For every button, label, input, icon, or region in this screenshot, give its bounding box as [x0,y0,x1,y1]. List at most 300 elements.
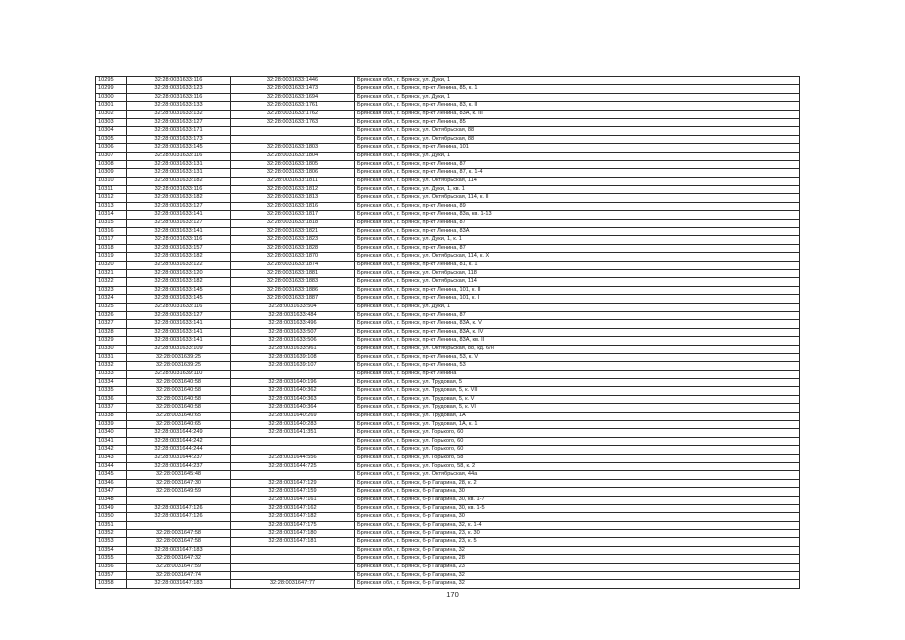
table-row [96,202,800,210]
building-cadastral-number-cell: 32:28:0031633:1883 [231,278,355,286]
row-number-cell: 10305 [96,135,127,143]
address-cell: Брянская обл., г. Брянск, ул. Октябрьская, 114 [355,278,800,286]
row-number-cell: 10349 [96,504,127,512]
land-cadastral-number-cell: 32:28:0031633:116 [127,152,231,160]
land-cadastral-number-cell: 32:28:0031647:183 [127,580,231,588]
land-cadastral-number-cell: 32:28:0031633:145 [127,295,231,303]
table-row [96,546,800,554]
address-cell: Брянская обл., г. Брянск, ул. Горького, 58 [355,454,800,462]
table-row [96,462,800,470]
row-number-cell: 10332 [96,362,127,370]
table-row [96,572,800,580]
row-number-cell: 10338 [96,412,127,420]
building-cadastral-number-cell: 32:28:0031647:162 [231,504,355,512]
building-cadastral-number-cell [231,135,355,143]
building-cadastral-number-cell: 32:28:0031647:175 [231,521,355,529]
row-number-cell: 10310 [96,177,127,185]
land-cadastral-number-cell: 32:28:0031633:116 [127,186,231,194]
address-cell: Брянская обл., г. Брянск, ул. Горького, 60 [355,437,800,445]
land-cadastral-number-cell: 32:28:0031647:183 [127,546,231,554]
land-cadastral-number-cell: 32:28:0031633:127 [127,202,231,210]
address-cell: Брянская обл., г. Брянск, б-р Гагарина, 32 [355,572,800,580]
land-cadastral-number-cell: 32:28:0031639:25 [127,353,231,361]
building-cadastral-number-cell: 32:28:0031633:1874 [231,261,355,269]
row-number-cell: 10314 [96,211,127,219]
row-number-cell: 10328 [96,328,127,336]
table-row [96,437,800,445]
land-cadastral-number-cell: 32:28:0031644:237 [127,454,231,462]
row-number-cell: 10299 [96,85,127,93]
address-cell: Брянская обл., г. Брянск, ул. Трудовая, 5 [355,379,800,387]
land-cadastral-number-cell: 32:28:0031647:74 [127,572,231,580]
building-cadastral-number-cell: 32:28:0031644:556 [231,454,355,462]
address-cell: Брянская обл., г. Брянск, ул. Трудовая, 5, к. V [355,395,800,403]
address-cell: Брянская обл., г. Брянск, б-р Гагарина, 32, к. 1-4 [355,521,800,529]
address-cell: Брянская обл., г. Брянск, пр-кт Ленина, 87 [355,219,800,227]
land-cadastral-number-cell: 32:28:0031633:141 [127,211,231,219]
building-cadastral-number-cell: 32:28:0031633:507 [231,328,355,336]
building-cadastral-number-cell: 32:28:0031644:725 [231,462,355,470]
address-cell: Брянская обл., г. Брянск, ул. Дуки, 1 [355,77,800,85]
land-cadastral-number-cell: 32:28:0031639:110 [127,370,231,378]
address-cell: Брянская обл., г. Брянск, ул. Горького, 58, к. 2 [355,462,800,470]
address-cell: Брянская обл., г. Брянск, пр-кт Ленина, 83а, кв. 1-13 [355,211,800,219]
row-number-cell: 10313 [96,202,127,210]
table-row [96,412,800,420]
address-cell: Брянская обл., г. Брянск, ул. Октябрьская, 114, к. X [355,253,800,261]
building-cadastral-number-cell [231,546,355,554]
row-number-cell: 10325 [96,303,127,311]
row-number-cell: 10302 [96,110,127,118]
address-cell: Брянская обл., г. Брянск, ул. Горького, 60 [355,446,800,454]
land-cadastral-number-cell: 32:28:0031640:65 [127,412,231,420]
building-cadastral-number-cell: 32:28:0031647:161 [231,496,355,504]
row-number-cell: 10308 [96,160,127,168]
address-cell: Брянская обл., г. Брянск, ул. Дуки, 1 [355,152,800,160]
table-row [96,563,800,571]
row-number-cell: 10317 [96,236,127,244]
row-number-cell: 10336 [96,395,127,403]
table-row [96,85,800,93]
row-number-cell: 10326 [96,311,127,319]
building-cadastral-number-cell: 32:28:0031647:129 [231,479,355,487]
building-cadastral-number-cell: 32:28:0031633:504 [231,303,355,311]
row-number-cell: 10329 [96,337,127,345]
building-cadastral-number-cell [231,370,355,378]
row-number-cell: 10301 [96,102,127,110]
building-cadastral-number-cell: 32:28:0031633:1887 [231,295,355,303]
address-cell: Брянская обл., г. Брянск, пр-кт Ленина, 83А, к. III [355,110,800,118]
land-cadastral-number-cell: 32:28:0031633:157 [127,244,231,252]
land-cadastral-number-cell: 32:28:0031647:58 [127,538,231,546]
row-number-cell: 10312 [96,194,127,202]
table-row [96,337,800,345]
building-cadastral-number-cell: 32:28:0031633:1886 [231,286,355,294]
address-cell: Брянская обл., г. Брянск, ул. Октябрьская, 88 [355,127,800,135]
building-cadastral-number-cell: 32:28:0031647:181 [231,538,355,546]
address-cell: Брянская обл., г. Брянск, б-р Гагарина, 28 [355,555,800,563]
row-number-cell: 10323 [96,286,127,294]
address-cell: Брянская обл., г. Брянск, пр-кт Ленина, 85, к. 1 [355,85,800,93]
row-number-cell: 10345 [96,471,127,479]
building-cadastral-number-cell [231,555,355,563]
row-number-cell: 10307 [96,152,127,160]
row-number-cell: 10320 [96,261,127,269]
address-cell: Брянская обл., г. Брянск, пр-кт Ленина, 53, к. V [355,353,800,361]
table-row [96,102,800,110]
building-cadastral-number-cell: 32:28:0031633:506 [231,337,355,345]
table-row [96,152,800,160]
table-row [96,555,800,563]
land-cadastral-number-cell: 32:28:0031633:145 [127,144,231,152]
building-cadastral-number-cell: 32:28:0031640:196 [231,379,355,387]
table-row [96,479,800,487]
address-cell: Брянская обл., г. Брянск, пр-кт Ленина, 87 [355,160,800,168]
land-cadastral-number-cell: 32:28:0031633:127 [127,118,231,126]
land-cadastral-number-cell: 32:28:0031647:58 [127,530,231,538]
land-cadastral-number-cell [127,496,231,504]
table-row [96,219,800,227]
land-cadastral-number-cell [127,521,231,529]
address-cell: Брянская обл., г. Брянск, б-р Гагарина, 30 [355,488,800,496]
address-cell: Брянская обл., г. Брянск, ул. Трудовая, 5, к. VI [355,404,800,412]
table-row [96,118,800,126]
address-cell: Брянская обл., г. Брянск, пр-кт Ленина, 87 [355,244,800,252]
address-cell: Брянская обл., г. Брянск, пр-кт Ленина, 89 [355,202,800,210]
address-cell: Брянская обл., г. Брянск, пр-кт Ленина, 87, к. 1-4 [355,169,800,177]
address-cell: Брянская обл., г. Брянск, б-р Гагарина, 30, кв. 1-7 [355,496,800,504]
land-cadastral-number-cell: 32:28:0031647:59 [127,563,231,571]
building-cadastral-number-cell: 32:28:0031633:1803 [231,144,355,152]
row-number-cell: 10318 [96,244,127,252]
row-number-cell: 10335 [96,387,127,395]
table-row [96,580,800,588]
row-number-cell: 10357 [96,572,127,580]
address-cell: Брянская обл., г. Брянск, ул. Трудовая, 1А [355,412,800,420]
land-cadastral-number-cell: 32:28:0031633:123 [127,85,231,93]
address-cell: Брянская обл., г. Брянск, пр-кт Ленина, 101, к. II [355,286,800,294]
address-cell: Брянская обл., г. Брянск, ул. Октябрьская, 114, к. II [355,194,800,202]
row-number-cell: 10331 [96,353,127,361]
address-cell: Брянская обл., г. Брянск, ул. Октябрьская, 88 [355,135,800,143]
land-cadastral-number-cell: 32:28:0031644:242 [127,437,231,445]
address-cell: Брянская обл., г. Брянск, ул. Октябрьская, 114 [355,177,800,185]
building-cadastral-number-cell: 32:28:0031647:159 [231,488,355,496]
table-row [96,387,800,395]
building-cadastral-number-cell: 32:28:0031633:496 [231,320,355,328]
address-cell: Брянская обл., г. Брянск, пр-кт Ленина, 83А [355,228,800,236]
building-cadastral-number-cell: 32:28:0031633:1818 [231,219,355,227]
building-cadastral-number-cell: 32:28:0031633:1694 [231,93,355,101]
land-cadastral-number-cell: 32:28:0031633:182 [127,278,231,286]
address-cell: Брянская обл., г. Брянск, ул. Дуки, 1 [355,303,800,311]
row-number-cell: 10316 [96,228,127,236]
row-number-cell: 10322 [96,278,127,286]
table-row [96,429,800,437]
row-number-cell: 10295 [96,77,127,85]
row-number-cell: 10309 [96,169,127,177]
building-cadastral-number-cell: 32:28:0031633:1473 [231,85,355,93]
land-cadastral-number-cell: 32:28:0031633:182 [127,253,231,261]
table-row [96,521,800,529]
address-cell: Брянская обл., г. Брянск, б-р Гагарина, 23, к. 5 [355,538,800,546]
row-number-cell: 10352 [96,530,127,538]
land-cadastral-number-cell: 32:28:0031633:127 [127,311,231,319]
table-row [96,504,800,512]
building-cadastral-number-cell: 32:28:0031633:961 [231,345,355,353]
land-cadastral-number-cell: 32:28:0031633:173 [127,135,231,143]
table-row [96,370,800,378]
page-number: 170 [446,590,459,599]
land-cadastral-number-cell: 32:28:0031644:249 [127,429,231,437]
table-row [96,311,800,319]
address-cell: Брянская обл., г. Брянск, б-р Гагарина, 30, кв. 1-5 [355,504,800,512]
land-cadastral-number-cell: 32:28:0031633:109 [127,345,231,353]
address-cell: Брянская обл., г. Брянск, пр-кт Ленина, 53 [355,362,800,370]
land-cadastral-number-cell: 32:28:0031633:182 [127,177,231,185]
address-cell: Брянская обл., г. Брянск, ул. Октябрьская, 44а [355,471,800,479]
land-cadastral-number-cell: 32:28:0031633:116 [127,236,231,244]
building-cadastral-number-cell: 32:28:0031633:1813 [231,194,355,202]
land-cadastral-number-cell: 32:28:0031633:133 [127,102,231,110]
land-cadastral-number-cell: 32:28:0031633:182 [127,194,231,202]
row-number-cell: 10350 [96,513,127,521]
building-cadastral-number-cell: 32:28:0031633:1812 [231,186,355,194]
address-cell: Брянская обл., г. Брянск, пр-кт Ленина, 81, к. 1 [355,261,800,269]
land-cadastral-number-cell: 32:28:0031640:58 [127,395,231,403]
land-cadastral-number-cell: 32:28:0031633:131 [127,169,231,177]
building-cadastral-number-cell [231,471,355,479]
land-cadastral-number-cell: 32:28:0031633:141 [127,337,231,345]
building-cadastral-number-cell: 32:28:0031633:1804 [231,152,355,160]
land-cadastral-number-cell: 32:28:0031633:131 [127,160,231,168]
row-number-cell: 10353 [96,538,127,546]
building-cadastral-number-cell: 32:28:0031639:108 [231,353,355,361]
table-row [96,278,800,286]
table-row [96,286,800,294]
table-row [96,446,800,454]
land-cadastral-number-cell: 32:28:0031647:126 [127,513,231,521]
land-cadastral-number-cell: 32:28:0031633:145 [127,286,231,294]
address-cell: Брянская обл., г. Брянск, пр-кт Ленина, 83А, к. V [355,320,800,328]
table-row [96,530,800,538]
row-number-cell: 10358 [96,580,127,588]
table-row [96,353,800,361]
table-row [96,77,800,85]
table-row [96,295,800,303]
register-table-body [96,77,800,589]
land-cadastral-number-cell: 32:28:0031647:30 [127,479,231,487]
table-row [96,160,800,168]
land-cadastral-number-cell: 32:28:0031640:58 [127,404,231,412]
table-row [96,228,800,236]
row-number-cell: 10315 [96,219,127,227]
table-row [96,236,800,244]
row-number-cell: 10351 [96,521,127,529]
table-row [96,244,800,252]
building-cadastral-number-cell: 32:28:0031633:1446 [231,77,355,85]
table-row [96,194,800,202]
address-cell: Брянская обл., г. Брянск, пр-кт Ленина, 101, к. I [355,295,800,303]
building-cadastral-number-cell: 32:28:0031633:1823 [231,236,355,244]
building-cadastral-number-cell [231,437,355,445]
address-cell: Брянская обл., г. Брянск, ул. Октябрьская, 88, кд. 6/н [355,345,800,353]
building-cadastral-number-cell: 32:28:0031633:1806 [231,169,355,177]
land-cadastral-number-cell: 32:28:0031633:122 [127,261,231,269]
building-cadastral-number-cell [231,446,355,454]
building-cadastral-number-cell: 32:28:0031633:1761 [231,102,355,110]
building-cadastral-number-cell [231,127,355,135]
row-number-cell: 10344 [96,462,127,470]
land-cadastral-number-cell: 32:28:0031644:244 [127,446,231,454]
table-row [96,320,800,328]
building-cadastral-number-cell: 32:28:0031633:1763 [231,118,355,126]
land-cadastral-number-cell: 32:28:0031647:32 [127,555,231,563]
building-cadastral-number-cell: 32:28:0031640:363 [231,395,355,403]
land-cadastral-number-cell: 32:28:0031633:116 [127,93,231,101]
building-cadastral-number-cell: 32:28:0031640:362 [231,387,355,395]
row-number-cell: 10348 [96,496,127,504]
row-number-cell: 10304 [96,127,127,135]
table-row [96,454,800,462]
row-number-cell: 10327 [96,320,127,328]
building-cadastral-number-cell: 32:28:0031633:1881 [231,269,355,277]
land-cadastral-number-cell: 32:28:0031633:116 [127,303,231,311]
table-row [96,261,800,269]
address-cell: Брянская обл., г. Брянск, б-р Гагарина, 23, к. 30 [355,530,800,538]
address-cell: Брянская обл., г. Брянск, б-р Гагарина, 23 [355,563,800,571]
table-row [96,379,800,387]
table-row [96,269,800,277]
table-row [96,253,800,261]
building-cadastral-number-cell: 32:28:0031647:77 [231,580,355,588]
address-cell: Брянская обл., г. Брянск, ул. Дуки, 1 [355,93,800,101]
row-number-cell: 10321 [96,269,127,277]
building-cadastral-number-cell: 32:28:0031633:1870 [231,253,355,261]
building-cadastral-number-cell: 32:28:0031639:107 [231,362,355,370]
building-cadastral-number-cell: 32:28:0031633:1817 [231,211,355,219]
address-cell: Брянская обл., г. Брянск, пр-кт Ленина [355,370,800,378]
table-row [96,211,800,219]
building-cadastral-number-cell: 32:28:0031633:1762 [231,110,355,118]
address-cell: Брянская обл., г. Брянск, б-р Гагарина, 28, к. 2 [355,479,800,487]
address-cell: Брянская обл., г. Брянск, ул. Трудовая, 1А, к. 1 [355,421,800,429]
address-cell: Брянская обл., г. Брянск, б-р Гагарина, 30 [355,513,800,521]
address-cell: Брянская обл., г. Брянск, пр-кт Ленина, 83А, кв. II [355,337,800,345]
row-number-cell: 10334 [96,379,127,387]
building-cadastral-number-cell: 32:28:0031640:283 [231,421,355,429]
building-cadastral-number-cell: 32:28:0031633:484 [231,311,355,319]
address-cell: Брянская обл., г. Брянск, пр-кт Ленина, 101 [355,144,800,152]
land-cadastral-number-cell: 32:28:0031645:48 [127,471,231,479]
table-row [96,421,800,429]
land-cadastral-number-cell: 32:28:0031649:59 [127,488,231,496]
land-cadastral-number-cell: 32:28:0031647:126 [127,504,231,512]
land-cadastral-number-cell: 32:28:0031644:237 [127,462,231,470]
table-row [96,303,800,311]
table-row [96,186,800,194]
row-number-cell: 10342 [96,446,127,454]
building-cadastral-number-cell: 32:28:0031640:269 [231,412,355,420]
building-cadastral-number-cell: 32:28:0031640:364 [231,404,355,412]
land-cadastral-number-cell: 32:28:0031633:116 [127,77,231,85]
row-number-cell: 10347 [96,488,127,496]
address-cell: Брянская обл., г. Брянск, пр-кт Ленина, 85 [355,118,800,126]
row-number-cell: 10330 [96,345,127,353]
address-cell: Брянская обл., г. Брянск, пр-кт Ленина, 83А, к. IV [355,328,800,336]
land-cadastral-number-cell: 32:28:0031633:132 [127,110,231,118]
row-number-cell: 10340 [96,429,127,437]
land-cadastral-number-cell: 32:28:0031633:127 [127,219,231,227]
land-cadastral-number-cell: 32:28:0031639:25 [127,362,231,370]
table-row [96,144,800,152]
table-row [96,93,800,101]
land-cadastral-number-cell: 32:28:0031640:58 [127,387,231,395]
table-row [96,169,800,177]
table-row [96,496,800,504]
row-number-cell: 10355 [96,555,127,563]
address-cell: Брянская обл., г. Брянск, ул. Дуки, 1, к. 1 [355,236,800,244]
table-row [96,127,800,135]
row-number-cell: 10356 [96,563,127,571]
row-number-cell: 10300 [96,93,127,101]
table-row [96,345,800,353]
address-cell: Брянская обл., г. Брянск, ул. Трудовая, 5, к. VII [355,387,800,395]
register-table [95,76,800,589]
land-cadastral-number-cell: 32:28:0031640:58 [127,379,231,387]
building-cadastral-number-cell [231,563,355,571]
table-row [96,328,800,336]
building-cadastral-number-cell [231,572,355,580]
row-number-cell: 10324 [96,295,127,303]
land-cadastral-number-cell: 32:28:0031633:141 [127,228,231,236]
address-cell: Брянская обл., г. Брянск, ул. Октябрьская, 118 [355,269,800,277]
land-cadastral-number-cell: 32:28:0031633:120 [127,269,231,277]
table-row [96,177,800,185]
address-cell: Брянская обл., г. Брянск, б-р Гагарина, 32 [355,580,800,588]
row-number-cell: 10341 [96,437,127,445]
address-cell: Брянская обл., г. Брянск, пр-кт Ленина, 87 [355,311,800,319]
table-row [96,471,800,479]
table-row [96,362,800,370]
table-row [96,395,800,403]
row-number-cell: 10346 [96,479,127,487]
address-cell: Брянская обл., г. Брянск, ул. Горького, 60 [355,429,800,437]
building-cadastral-number-cell: 32:28:0031633:1805 [231,160,355,168]
row-number-cell: 10306 [96,144,127,152]
building-cadastral-number-cell: 32:28:0031633:1811 [231,177,355,185]
building-cadastral-number-cell: 32:28:0031633:1816 [231,202,355,210]
table-row [96,538,800,546]
row-number-cell: 10319 [96,253,127,261]
land-cadastral-number-cell: 32:28:0031633:171 [127,127,231,135]
land-cadastral-number-cell: 32:28:0031633:141 [127,328,231,336]
row-number-cell: 10337 [96,404,127,412]
building-cadastral-number-cell: 32:28:0031633:1828 [231,244,355,252]
table-row [96,135,800,143]
address-cell: Брянская обл., г. Брянск, ул. Дуки, 1, кв. 1 [355,186,800,194]
building-cadastral-number-cell: 32:28:0031647:182 [231,513,355,521]
table-row [96,404,800,412]
address-cell: Брянская обл., г. Брянск, пр-кт Ленина, 83, к. II [355,102,800,110]
table-row [96,110,800,118]
table-row [96,488,800,496]
land-cadastral-number-cell: 32:28:0031633:141 [127,320,231,328]
address-cell: Брянская обл., г. Брянск, б-р Гагарина, 32 [355,546,800,554]
row-number-cell: 10339 [96,421,127,429]
row-number-cell: 10311 [96,186,127,194]
table-row [96,513,800,521]
